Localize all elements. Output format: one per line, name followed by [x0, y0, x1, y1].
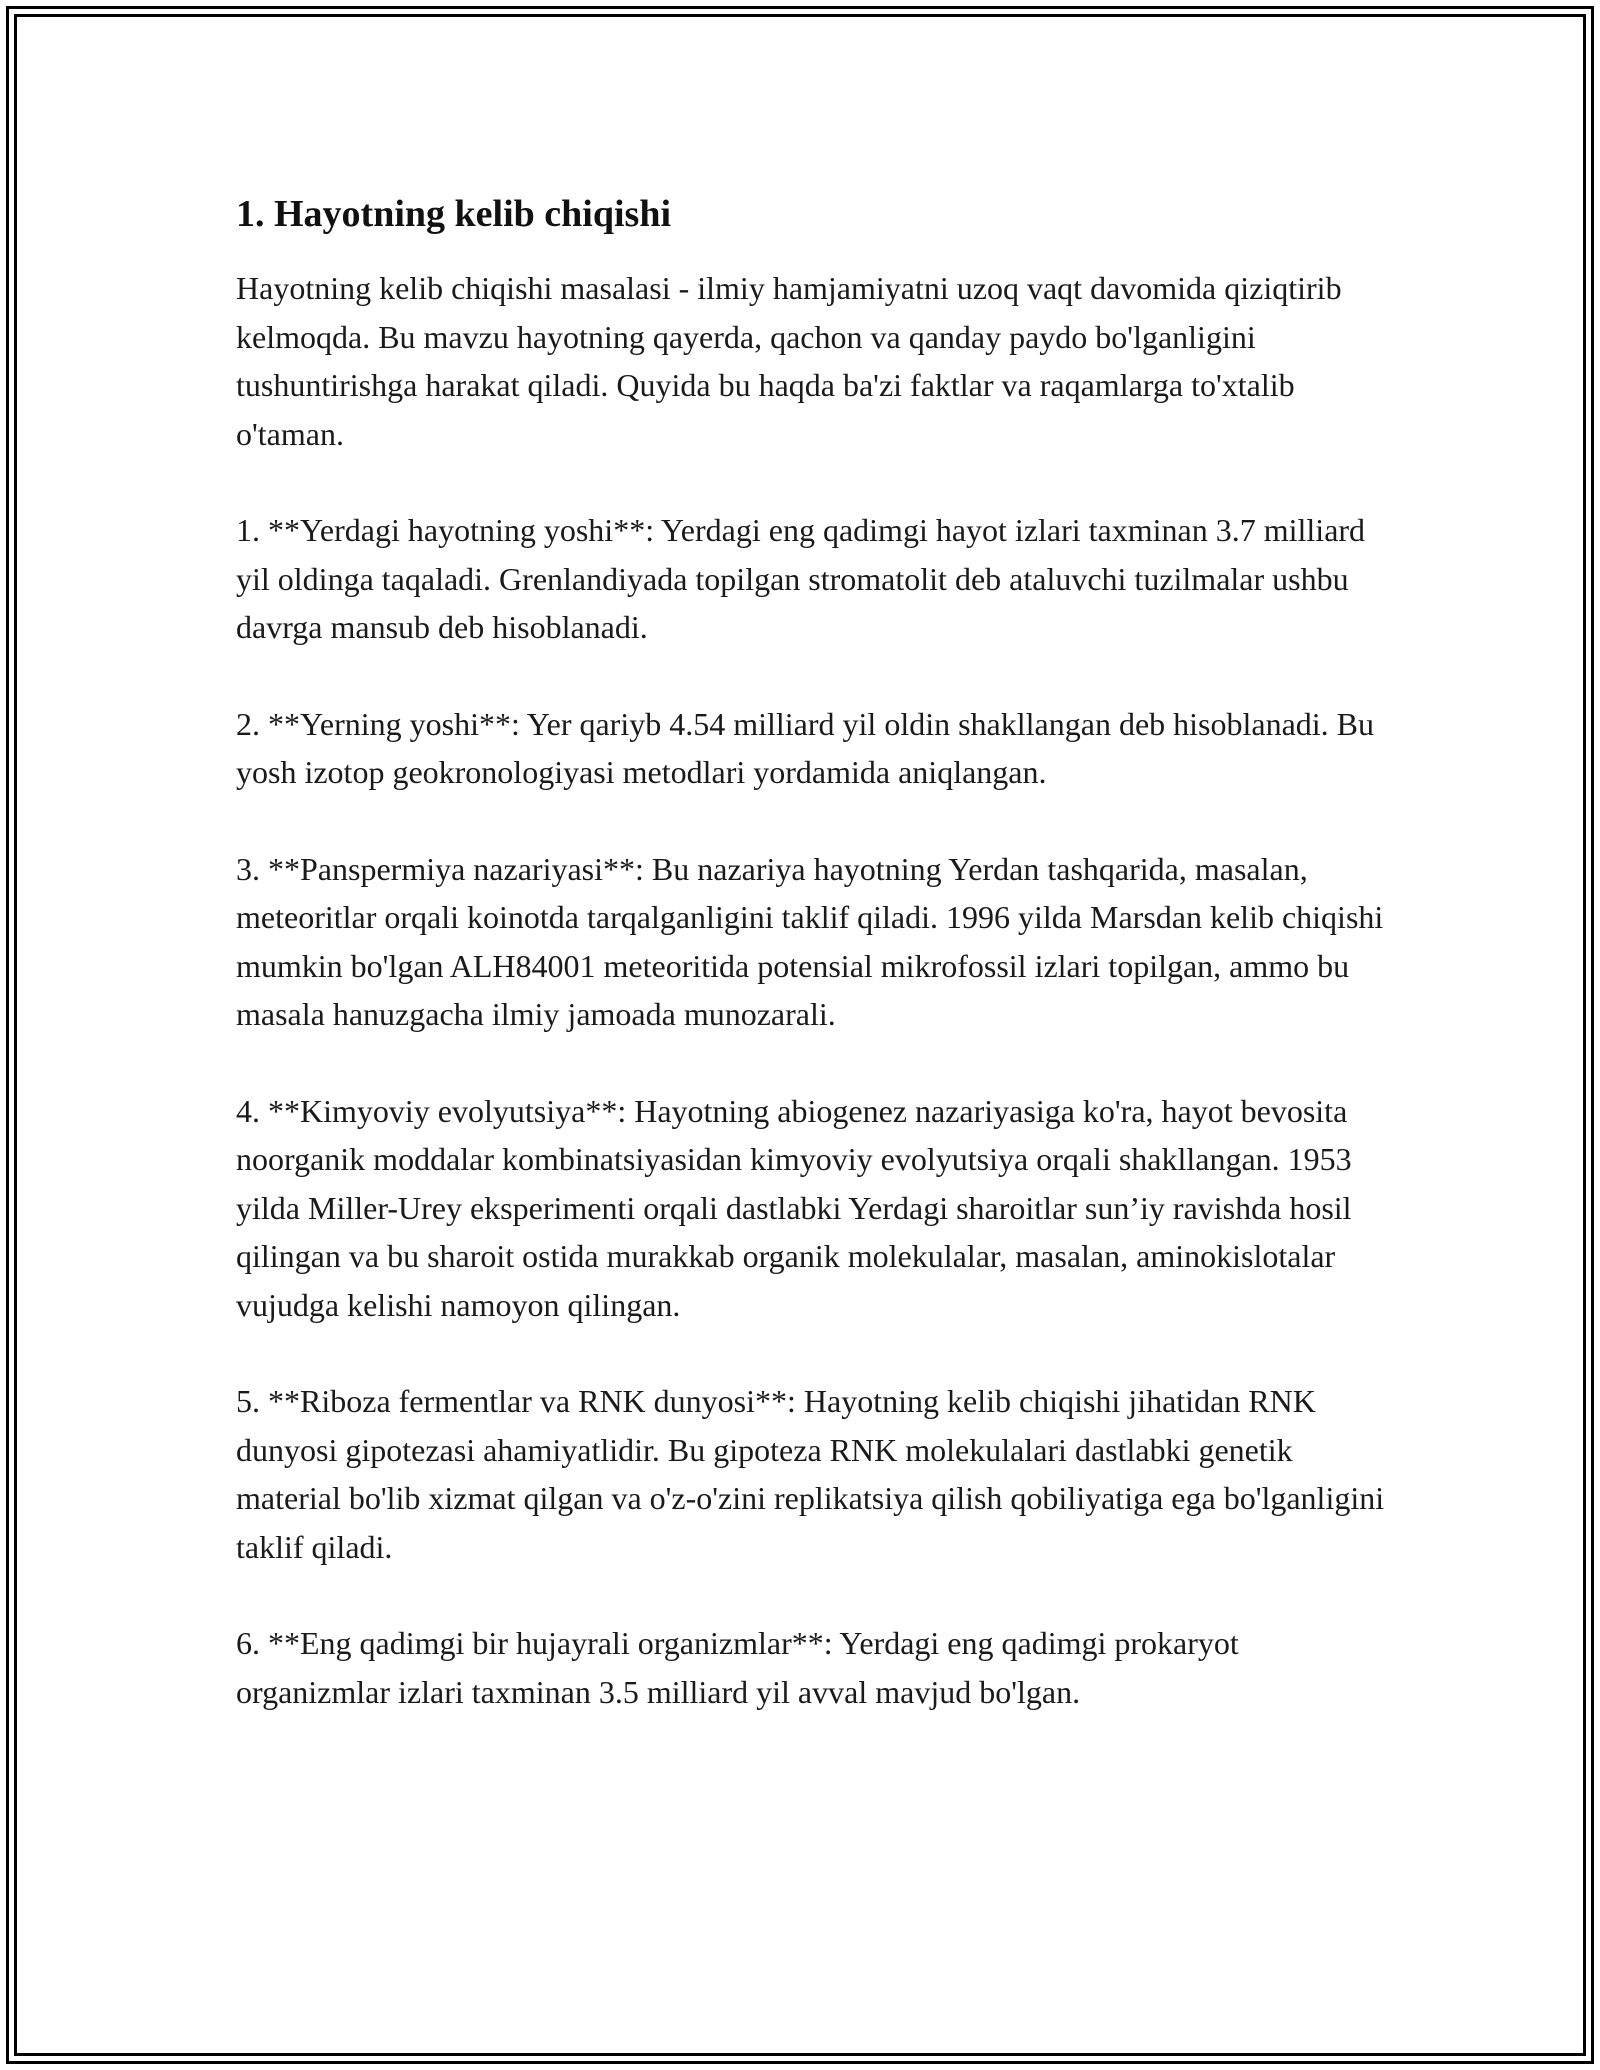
document-title: 1. Hayotning kelib chiqishi	[236, 193, 672, 235]
document-body	[236, 186, 1386, 1764]
fact-6-paragraph: 6. **Eng qadimgi bir hujayrali organizmlar**: Yerdagi eng qadimgi prokaryot organizmlar izlari taxminan 3.5 milliard yil avval mavjud bo'lgan.	[236, 1625, 1239, 1710]
fact-2-paragraph: 2. **Yerning yoshi**: Yer qariyb 4.54 milliard yil oldin shakllangan deb hisoblanadi. Bu yosh izotop geokronologiyasi metodlari yordamida aniqlangan.	[236, 705, 1375, 790]
fact-1-paragraph: 1. **Yerdagi hayotning yoshi**: Yerdagi eng qadimgi hayot izlari taxminan 3.7 milliard yil oldinga taqaladi. Grenlandiyada topilgan stromatolit deb ataluvchi tuzilmalar ushbu davrga mansub deb hisoblanadi.	[236, 512, 1366, 645]
intro-paragraph: Hayotning kelib chiqishi masalasi - ilmiy hamjamiyatni uzoq vaqt davomida qiziqtirib kelmoqda. Bu mavzu hayotning qayerda, qachon va qanday paydo bo'lganligini tushuntirishga harakat qiladi. Quyida bu haqda ba'zi faktlar va raqamlarga to'xtalib o'taman.	[236, 270, 1342, 452]
fact-5-paragraph: 5. **Riboza fermentlar va RNK dunyosi**: Hayotning kelib chiqishi jihatidan RNK dunyosi gipotezasi ahamiyatlidir. Bu gipoteza RNK molekulalari dastlabki genetik material bo'lib xizmat qilgan va o'z-o'zini replikatsiya qilish qobiliyatiga ega bo'lganligini taklif qiladi.	[236, 1383, 1385, 1565]
fact-4-paragraph: 4. **Kimyoviy evolyutsiya**: Hayotning abiogenez nazariyasiga ko'ra, hayot bevosita noorganik moddalar kombinatsiyasidan kimyoviy evolyutsiya orqali shakllangan. 1953 yilda Miller-Urey eksperimenti orqali dastlabki Yerdagi sharoitlar sun’iy ravishda hosil qilingan va bu sharoit ostida murakkab organik molekulalar, masalan, aminokislotalar vujudga kelishi namoyon qilingan.	[236, 1092, 1352, 1323]
fact-3-paragraph: 3. **Panspermiya nazariyasi**: Bu nazariya hayotning Yerdan tashqarida, masalan, meteoritlar orqali koinotda tarqalganligini taklif qiladi. 1996 yilda Marsdan kelib chiqishi mumkin bo'lgan ALH84001 meteoritida potensial mikrofossil izlari topilgan, ammo bu masala hanuzgacha ilmiy jamoada munozarali.	[236, 850, 1384, 1032]
